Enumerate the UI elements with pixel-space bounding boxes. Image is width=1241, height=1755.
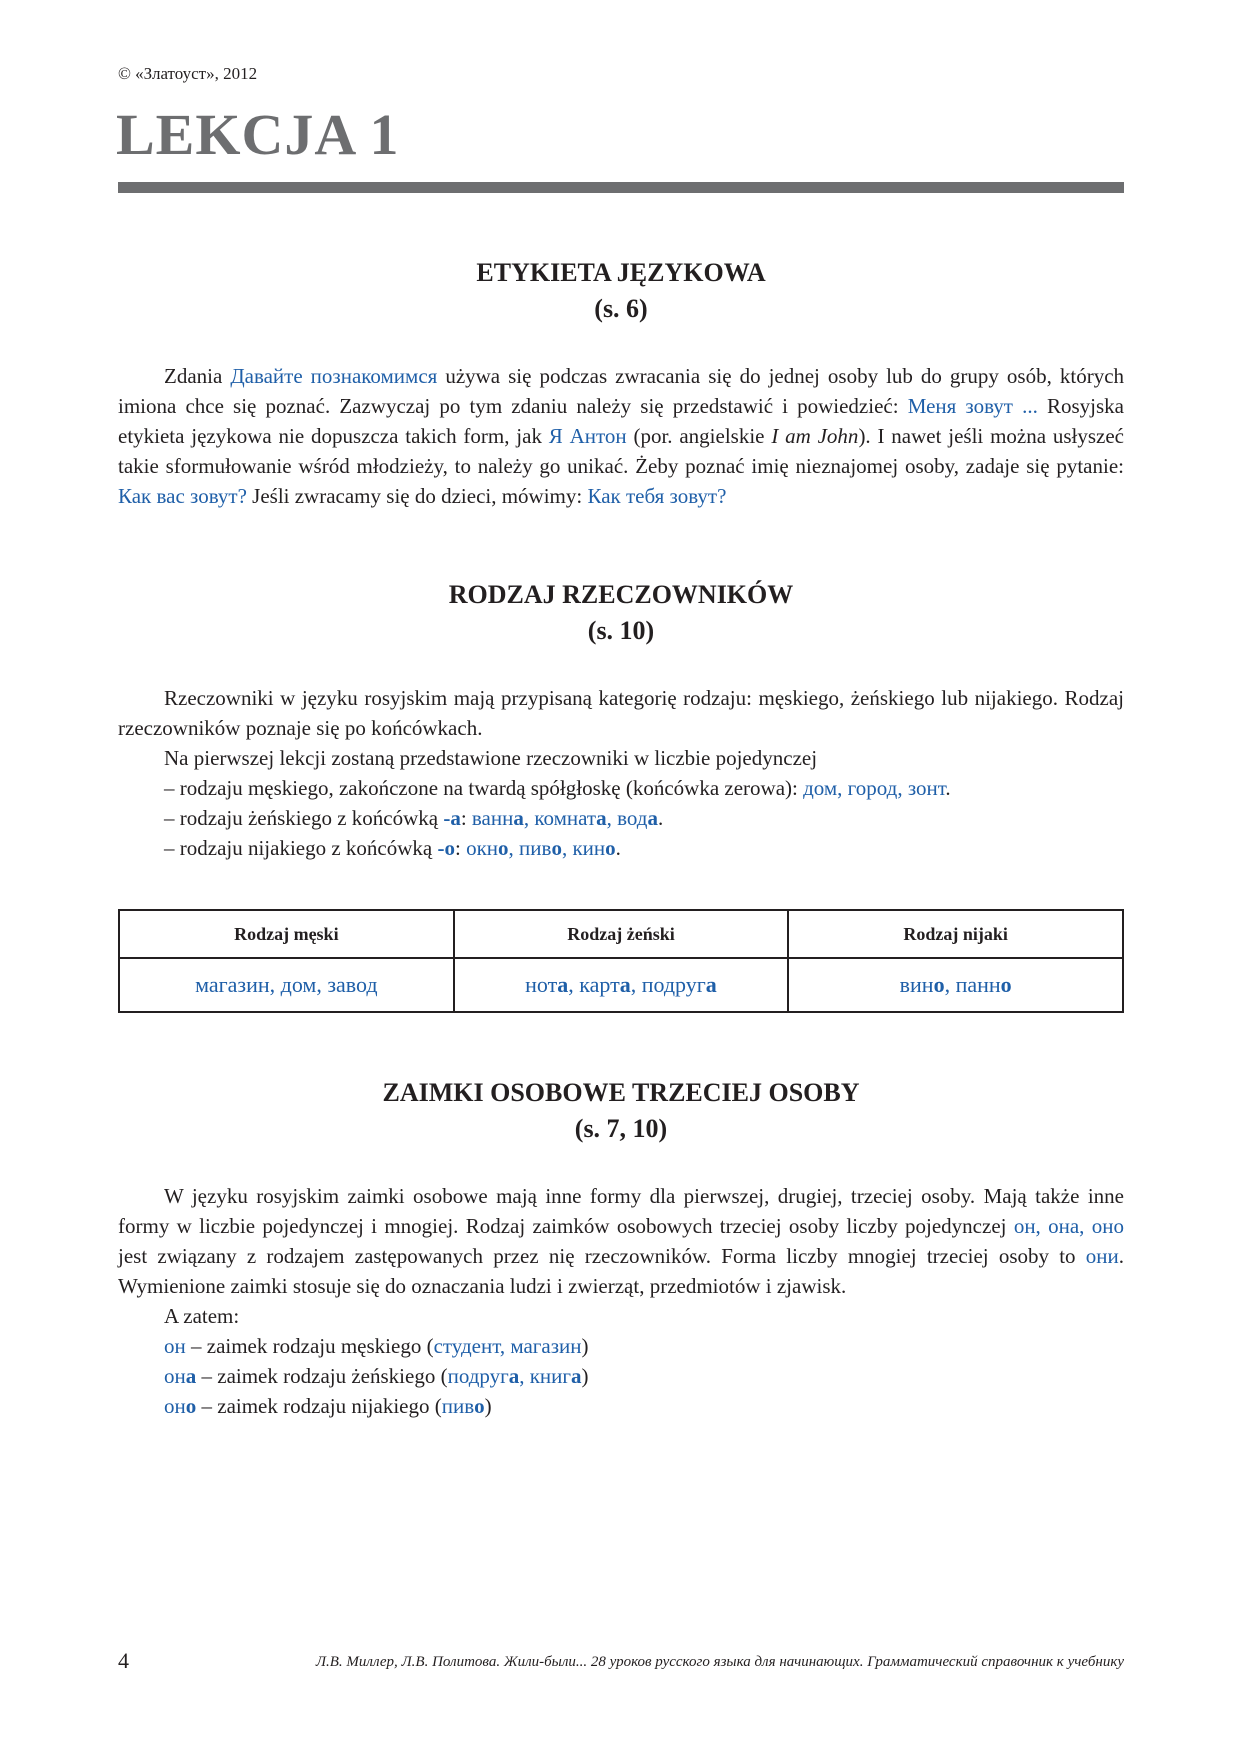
- section-title-etiquette: ETYKIETA JĘZYKOWA: [476, 258, 766, 287]
- word-stem: пив: [519, 836, 552, 860]
- table-header-neuter: Rodzaj nijaki: [788, 910, 1123, 958]
- main-content: [118, 255, 1124, 1421]
- word-stem: он: [164, 1394, 186, 1418]
- table-cell-feminine: [454, 958, 789, 1012]
- word-stem: нот: [525, 972, 558, 997]
- word-stem: панн: [955, 972, 1001, 997]
- word-stem: пив: [441, 1394, 475, 1418]
- english-phrase: I am John: [771, 424, 859, 448]
- list-item-neuter: [118, 833, 1124, 863]
- page-number: 4: [118, 1648, 129, 1673]
- russian-examples: [472, 806, 658, 830]
- russian-phrase: Я Антон: [548, 424, 627, 448]
- russian-phrase: Как вас зовут?: [118, 484, 247, 508]
- list-item-pronoun-masculine: [118, 1331, 1124, 1361]
- text-fragment: ): [581, 1334, 589, 1358]
- word-ending: а: [705, 972, 717, 997]
- russian-examples: студент, магазин: [433, 1334, 582, 1358]
- section-pages-pronouns: (s. 7, 10): [574, 1114, 668, 1143]
- text-fragment: ): [581, 1364, 589, 1388]
- pronoun: он: [164, 1334, 186, 1358]
- word-stem: подруг: [641, 972, 706, 997]
- russian-phrase: Как тебя зовут?: [587, 484, 727, 508]
- text-fragment: (por. angielskie: [626, 424, 772, 448]
- table-header-masculine: Rodzaj męski: [119, 910, 454, 958]
- word-stem: комнат: [534, 806, 597, 830]
- text-fragment: Rosyjska etykieta językowa nie dopuszcza takich form, jak: [118, 394, 1124, 448]
- separator: ,: [630, 972, 642, 997]
- list-item-masculine: [118, 773, 1124, 803]
- lesson-title: LEKCJA 1: [116, 102, 400, 167]
- word-ending: а: [508, 1364, 520, 1388]
- text-fragment: – rodzaju żeńskiego z końcówką: [164, 806, 444, 830]
- separator: ,: [508, 836, 520, 860]
- list-item-pronoun-neuter: [118, 1391, 1124, 1421]
- word-stem: вин: [899, 972, 934, 997]
- word-ending: а: [185, 1364, 197, 1388]
- text-fragment: :: [460, 806, 472, 830]
- russian-examples: [466, 836, 616, 860]
- word-stem: ванн: [471, 806, 514, 830]
- separator: ,: [944, 972, 956, 997]
- word-ending: о: [498, 836, 509, 860]
- russian-examples: [448, 1364, 582, 1388]
- word-ending: а: [557, 972, 569, 997]
- text-fragment: ). I nawet jeśli można usłyszeć takie sformułowanie wśród młodzieży, to należy go unikać. Żeby poznać imię nieznajomej osoby, zadaje się pytanie:: [118, 424, 1125, 478]
- pronoun: [164, 1364, 196, 1388]
- separator: ,: [519, 1364, 530, 1388]
- word-stem: окн: [466, 836, 499, 860]
- list-item-pronoun-feminine: [118, 1361, 1124, 1391]
- word-ending: а: [596, 806, 607, 830]
- word-ending: о: [933, 972, 945, 997]
- table-cell-masculine: магазин, дом, завод: [119, 958, 454, 1012]
- text-fragment: – rodzaju męskiego, zakończone na twardą spółgłoskę (końcówka zerowa):: [164, 776, 804, 800]
- text-fragment: .: [657, 806, 664, 830]
- word-stem: кин: [572, 836, 606, 860]
- paragraph-etiquette: [118, 361, 1124, 511]
- footer-citation: Л.В. Миллер, Л.В. Политова. Жили-были... 28 уроков русского языка для начинающих. Грамматический справочник к учебнику: [315, 1654, 1124, 1670]
- text-fragment: – zaimek rodzaju żeńskiego (: [196, 1364, 448, 1388]
- paragraph-therefore: A zatem:: [164, 1304, 240, 1328]
- table-header-feminine: Rodzaj żeński: [454, 910, 789, 958]
- text-fragment: używa się podczas zwracania się do jednej osoby lub do grupy osób, których imiona chce się poznać. Zazwyczaj po tym zdaniu należy się przedstawić i powiedzieć:: [118, 364, 1125, 418]
- word-ending: о: [605, 836, 616, 860]
- ending-marker: -о: [437, 836, 455, 860]
- paragraph-pronouns: [118, 1181, 1124, 1301]
- paragraph-first-lesson: Na pierwszej lekcji zostaną przedstawione rzeczowniki w liczbie pojedynczej: [164, 746, 818, 770]
- separator: ,: [568, 972, 580, 997]
- word-stem: подруг: [447, 1364, 509, 1388]
- russian-phrase: Меня зовут ...: [907, 394, 1038, 418]
- list-item-feminine: [118, 803, 1124, 833]
- pronoun: [164, 1394, 196, 1418]
- word-stem: вод: [617, 806, 648, 830]
- text-fragment: ): [484, 1394, 492, 1418]
- table-cell-neuter: [788, 958, 1123, 1012]
- word-ending: о: [185, 1394, 197, 1418]
- russian-phrase: он, она, оно: [1013, 1214, 1124, 1238]
- word-ending: а: [513, 806, 524, 830]
- separator: ,: [523, 806, 535, 830]
- russian-examples: дом, город, зонт: [803, 776, 946, 800]
- text-fragment: Jeśli zwracamy się do dzieci, mówimy:: [246, 484, 588, 508]
- russian-phrase: они: [1085, 1244, 1119, 1268]
- copyright-notice: © «Златоуст», 2012: [118, 64, 258, 83]
- text-fragment: jest związany z rodzajem zastępowanych przez nię rzeczowników. Forma liczby mnogiej trzeciej osoby to: [118, 1244, 1086, 1268]
- title-divider: [118, 182, 1124, 193]
- word-ending: а: [619, 972, 631, 997]
- text-fragment: – zaimek rodzaju męskiego (: [185, 1334, 434, 1358]
- text-fragment: .: [945, 776, 951, 800]
- ending-marker: -а: [443, 806, 461, 830]
- word-ending: а: [571, 1364, 582, 1388]
- text-fragment: :: [455, 836, 467, 860]
- text-fragment: – zaimek rodzaju nijakiego (: [196, 1394, 442, 1418]
- section-pages-etiquette: (s. 6): [594, 294, 648, 323]
- word-ending: о: [474, 1394, 485, 1418]
- separator: ,: [606, 806, 618, 830]
- text-fragment: – rodzaju nijakiego z końcówką: [164, 836, 438, 860]
- word-ending: а: [647, 806, 658, 830]
- separator: ,: [561, 836, 573, 860]
- word-stem: карт: [579, 972, 620, 997]
- word-ending: о: [551, 836, 562, 860]
- text-fragment: . Wymienione zaimki stosuje się do oznaczania ludzi i zwierząt, przedmiotów i zjawisk.: [118, 1244, 1124, 1298]
- text-fragment: Zdania: [164, 364, 231, 388]
- paragraph-noun-gender: Rzeczowniki w języku rosyjskim mają przypisaną kategorię rodzaju: męskiego, żeńskiego lub nijakiego. Rodzaj rzeczowników poznaje się po końcówkach.: [118, 686, 1124, 740]
- russian-phrase: Давайте познакомимся: [230, 364, 438, 388]
- section-title-noun-gender: RODZAJ RZECZOWNIKÓW: [448, 580, 794, 609]
- gender-table: [118, 909, 1124, 1013]
- text-fragment: W języku rosyjskim zaimki osobowe mają inne formy dla pierwszej, drugiej, trzeciej osoby. Mają także inne formy w liczbie pojedynczej i mnogiej. Rodzaj zaimków osobowych trzeciej osoby liczby pojedynczej: [118, 1184, 1124, 1238]
- text-fragment: .: [615, 836, 621, 860]
- table-row: [119, 958, 1123, 1012]
- word-stem: он: [164, 1364, 186, 1388]
- russian-examples: [442, 1394, 485, 1418]
- word-ending: о: [1000, 972, 1012, 997]
- section-pages-noun-gender: (s. 10): [587, 616, 655, 645]
- word-stem: книг: [529, 1364, 572, 1388]
- section-title-pronouns: ZAIMKI OSOBOWE TRZECIEJ OSOBY: [382, 1078, 860, 1107]
- table-header-row: [119, 910, 1123, 958]
